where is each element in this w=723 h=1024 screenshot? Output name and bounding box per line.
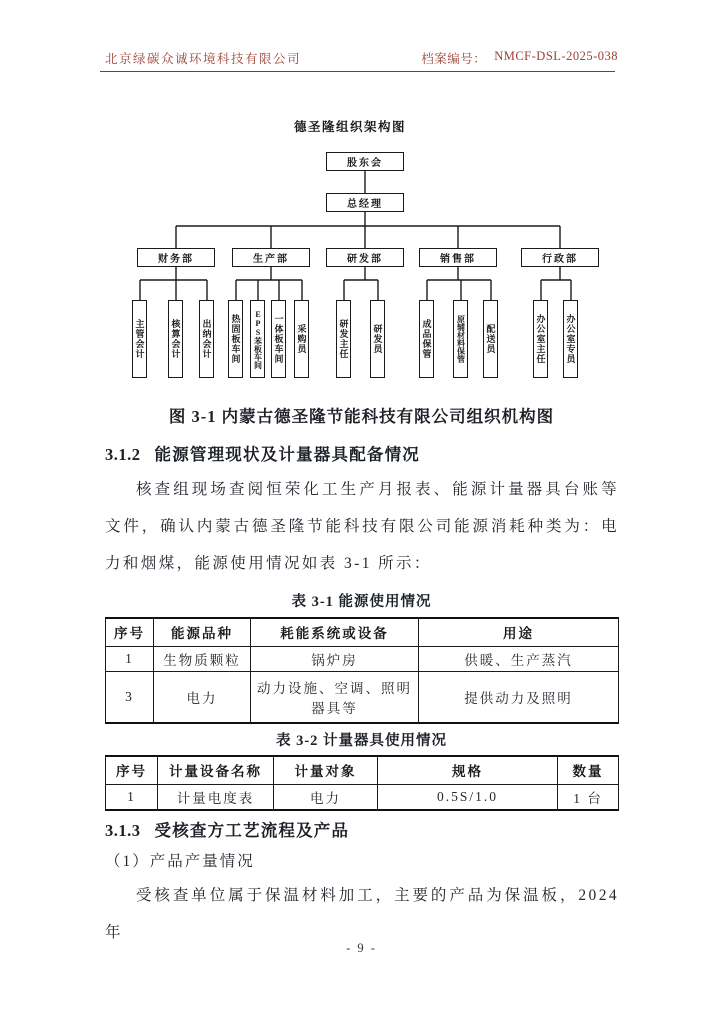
table-header-cell: 耗能系统或设备 [251, 618, 419, 646]
org-leaf-panel-workshop: 一体板车间 [271, 300, 286, 378]
section-3-1-3-number: 3.1.3 [105, 821, 141, 840]
table-3-2 [105, 755, 619, 811]
table-row [106, 646, 619, 671]
table-header-cell: 序号 [106, 618, 154, 646]
table-header-cell: 用途 [419, 618, 619, 646]
table-cell: 1 [106, 646, 154, 671]
org-leaf-chief-accountant: 主管会计 [132, 300, 147, 378]
section-3-1-3-paragraph: 受核查单位属于保温材料加工，主要的产品为保温板，2024 年 [105, 887, 619, 941]
section-3-1-2-number: 3.1.2 [105, 445, 141, 464]
org-leaf-rnd-director: 研发主任 [336, 300, 351, 378]
section-3-1-2-paragraph: 核查组现场查阅恒荣化工生产月报表、能源计量器具台账等文件，确认内蒙古德圣隆节能科技有限公司能源消耗种类为：电力和烟煤，能源使用情况如表 3-1 所示： [105, 481, 619, 572]
table-header-cell: 计量对象 [274, 756, 378, 784]
org-leaf-eps-workshop: EPS苯板车间 [250, 300, 265, 378]
table-row [106, 671, 619, 723]
archive-label: 档案编号： [421, 52, 487, 66]
org-node-shareholders: 股东会 [326, 152, 404, 171]
org-dept-production: 生产部 [232, 248, 310, 267]
table-cell: 提供动力及照明 [419, 671, 619, 723]
table-cell: 计量电度表 [158, 784, 274, 810]
table-cell: 生物质颗粒 [154, 646, 251, 671]
section-3-1-2-title: 能源管理现状及计量器具配备情况 [154, 445, 420, 464]
org-leaf-purchaser: 采购员 [294, 300, 309, 378]
org-leaf-cost-accountant: 核算会计 [168, 300, 183, 378]
section-3-1-3-heading [105, 817, 618, 841]
archive-number-group [421, 49, 618, 67]
section-3-1-2-heading [105, 441, 618, 465]
table-row [106, 784, 619, 810]
org-chart [0, 115, 723, 385]
table-cell: 1 [106, 784, 158, 810]
table-3-1-title: 表 3-1 能源使用情况 [291, 594, 432, 610]
org-leaf-thermoset-workshop: 热固板车间 [228, 300, 243, 378]
page-header [105, 49, 618, 67]
table-header-cell: 计量设备名称 [158, 756, 274, 784]
org-leaf-office-director: 办公室主任 [533, 300, 548, 378]
section-3-1-3-subitem: （1）产品产量情况 [105, 853, 255, 870]
org-leaf-office-specialist: 办公室专员 [563, 300, 578, 378]
org-dept-admin: 行政部 [521, 248, 599, 267]
table-cell: 0.5S/1.0 [378, 784, 558, 810]
table-cell: 3 [106, 671, 154, 723]
header-rule [100, 71, 615, 72]
org-dept-finance: 财务部 [137, 248, 215, 267]
company-name: 北京绿碳众诚环境科技有限公司 [105, 52, 302, 66]
table-header-cell: 数量 [558, 756, 619, 784]
table-cell: 电力 [154, 671, 251, 723]
archive-number: NMCF-DSL-2025-038 [494, 49, 618, 63]
org-leaf-product-keeper: 成品保管 [419, 300, 434, 378]
table-header-cell: 规格 [378, 756, 558, 784]
table-3-2-title: 表 3-2 计量器具使用情况 [275, 733, 448, 749]
table-3-2-header-row [106, 756, 619, 784]
org-leaf-cashier-accountant: 出纳会计 [199, 300, 214, 378]
org-chart-title: 德圣隆组织架构图 [293, 120, 406, 134]
table-header-cell: 能源品种 [154, 618, 251, 646]
table-3-1-header-row [106, 618, 619, 646]
table-cell: 1 台 [558, 784, 619, 810]
table-3-1 [105, 617, 619, 724]
org-leaf-material-keeper: 原辅材料保管 [453, 300, 468, 378]
table-cell: 电力 [274, 784, 378, 810]
page-number: - 9 - [346, 941, 377, 955]
table-cell: 供暖、生产蒸汽 [419, 646, 619, 671]
section-3-1-3-title: 受核查方工艺流程及产品 [154, 821, 350, 840]
org-dept-sales: 销售部 [419, 248, 497, 267]
org-leaf-rnd-staff: 研发员 [370, 300, 385, 378]
org-node-general-manager: 总经理 [326, 193, 404, 212]
table-header-cell: 序号 [106, 756, 158, 784]
table-cell: 锅炉房 [251, 646, 419, 671]
table-cell: 动力设施、空调、照明器具等 [251, 671, 419, 723]
org-dept-rnd: 研发部 [326, 248, 404, 267]
org-leaf-dispatcher: 配送员 [483, 300, 498, 378]
figure-3-1-caption: 图 3-1 内蒙古德圣隆节能科技有限公司组织机构图 [168, 407, 555, 426]
